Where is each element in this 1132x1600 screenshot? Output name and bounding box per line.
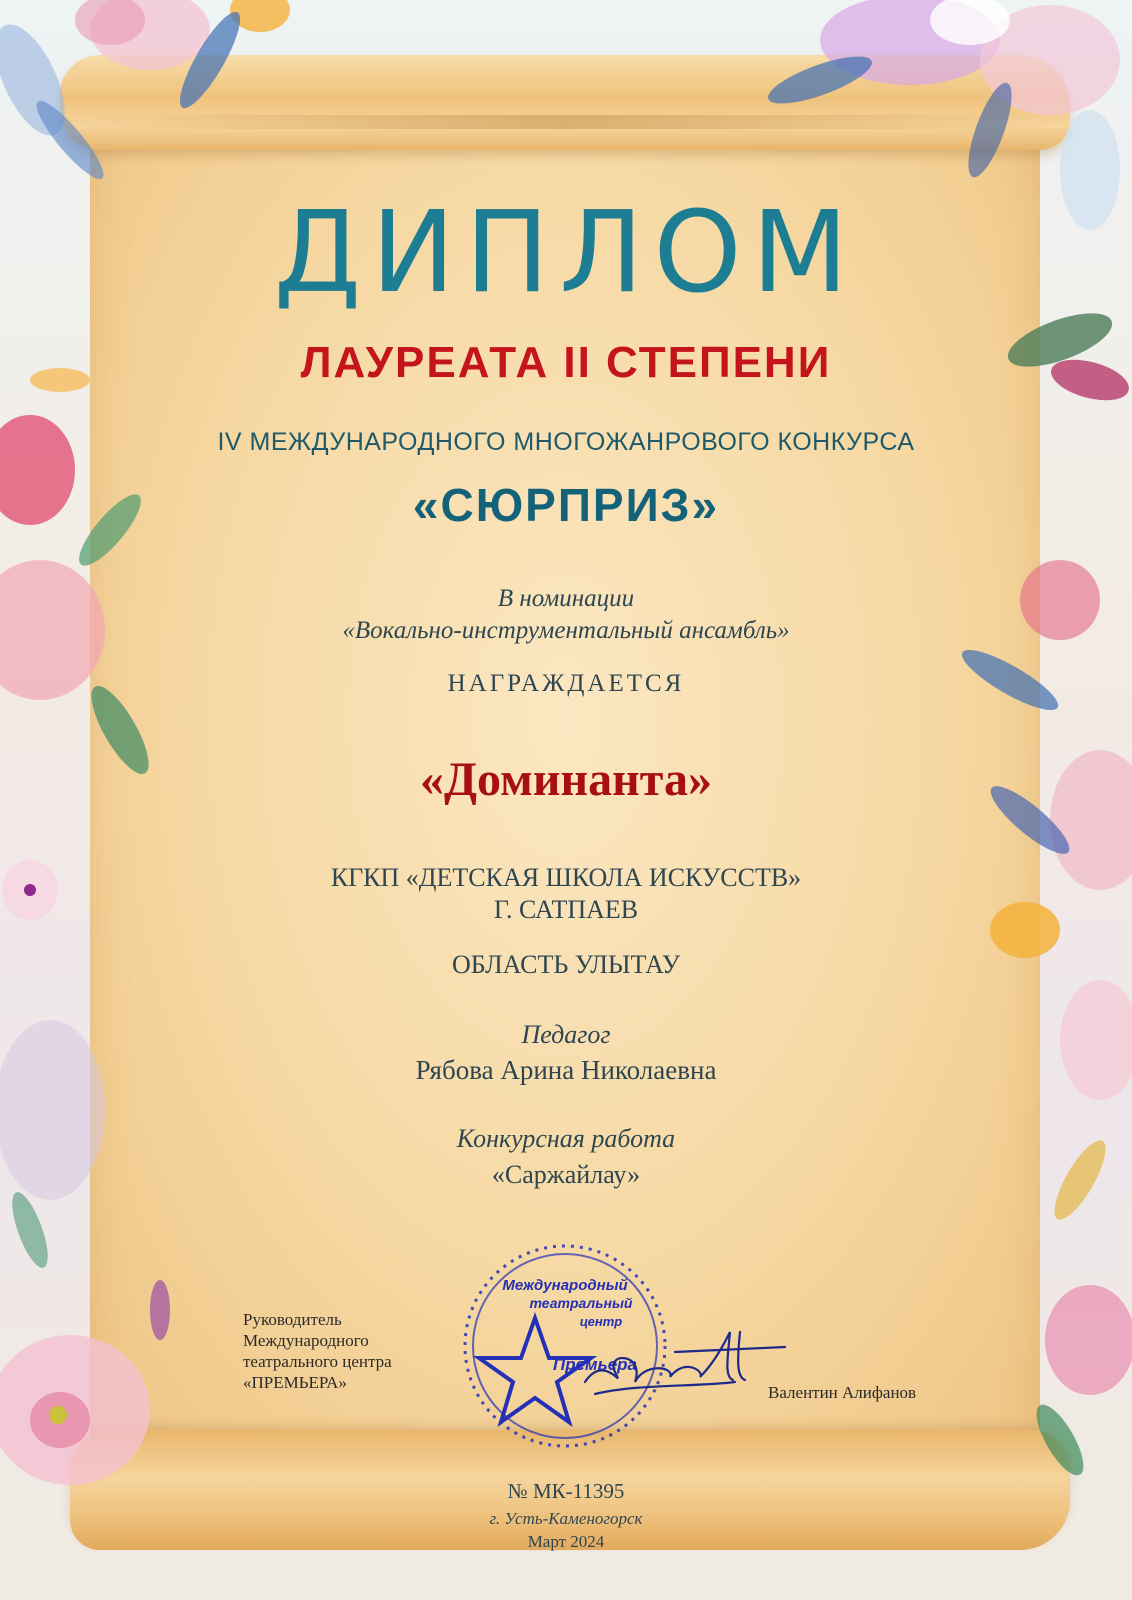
laureate-degree: ЛАУРЕАТА II СТЕПЕНИ bbox=[300, 338, 832, 387]
organization-name: КГКП «ДЕТСКАЯ ШКОЛА ИСКУССТВ» bbox=[330, 863, 802, 892]
contest-name: «СЮРПРИЗ» bbox=[412, 479, 720, 531]
nomination-value: «Вокально-инструментальный ансамбль» bbox=[342, 617, 790, 644]
teacher-name: Рябова Арина Николаевна bbox=[415, 1055, 717, 1085]
stamp-name: Премьера bbox=[552, 1355, 638, 1374]
organization-city: Г. САТПАЕВ bbox=[493, 895, 639, 924]
signer-role-line: Руководитель bbox=[243, 1310, 342, 1329]
organization-region: ОБЛАСТЬ УЛЫТАУ bbox=[451, 950, 681, 979]
contest-description: IV МЕЖДУНАРОДНОГО МНОГОЖАНРОВОГО КОНКУРСА bbox=[217, 428, 915, 456]
stamp-line-1: Международный bbox=[502, 1277, 628, 1294]
scroll-top-roll bbox=[60, 55, 1070, 150]
signer-role-line: театрального центра bbox=[243, 1352, 392, 1371]
work-title: «Саржайлау» bbox=[491, 1160, 641, 1189]
winner-name: «Доминанта» bbox=[420, 753, 712, 806]
signer-role-line: «ПРЕМЬЕРА» bbox=[243, 1373, 347, 1392]
teacher-label: Педагог bbox=[521, 1020, 611, 1049]
signer-name: Валентин Алифанов bbox=[768, 1383, 917, 1402]
handwritten-signature bbox=[575, 1322, 795, 1412]
stamp-line-2: театральный bbox=[529, 1295, 633, 1311]
signer-role bbox=[243, 1309, 463, 1393]
awarded-label: НАГРАЖДАЕТСЯ bbox=[447, 670, 685, 697]
document-number: № МК-11395 bbox=[507, 1479, 625, 1503]
issue-date: Март 2024 bbox=[527, 1532, 605, 1551]
stamp-line-3: центр bbox=[579, 1314, 623, 1329]
nomination-label: В номинации bbox=[497, 585, 635, 612]
work-label: Конкурсная работа bbox=[456, 1124, 676, 1153]
signer-role-line: Международного bbox=[243, 1331, 369, 1350]
issue-city: г. Усть-Каменогорск bbox=[489, 1509, 643, 1528]
diploma-title: ДИПЛОМ bbox=[273, 188, 859, 318]
